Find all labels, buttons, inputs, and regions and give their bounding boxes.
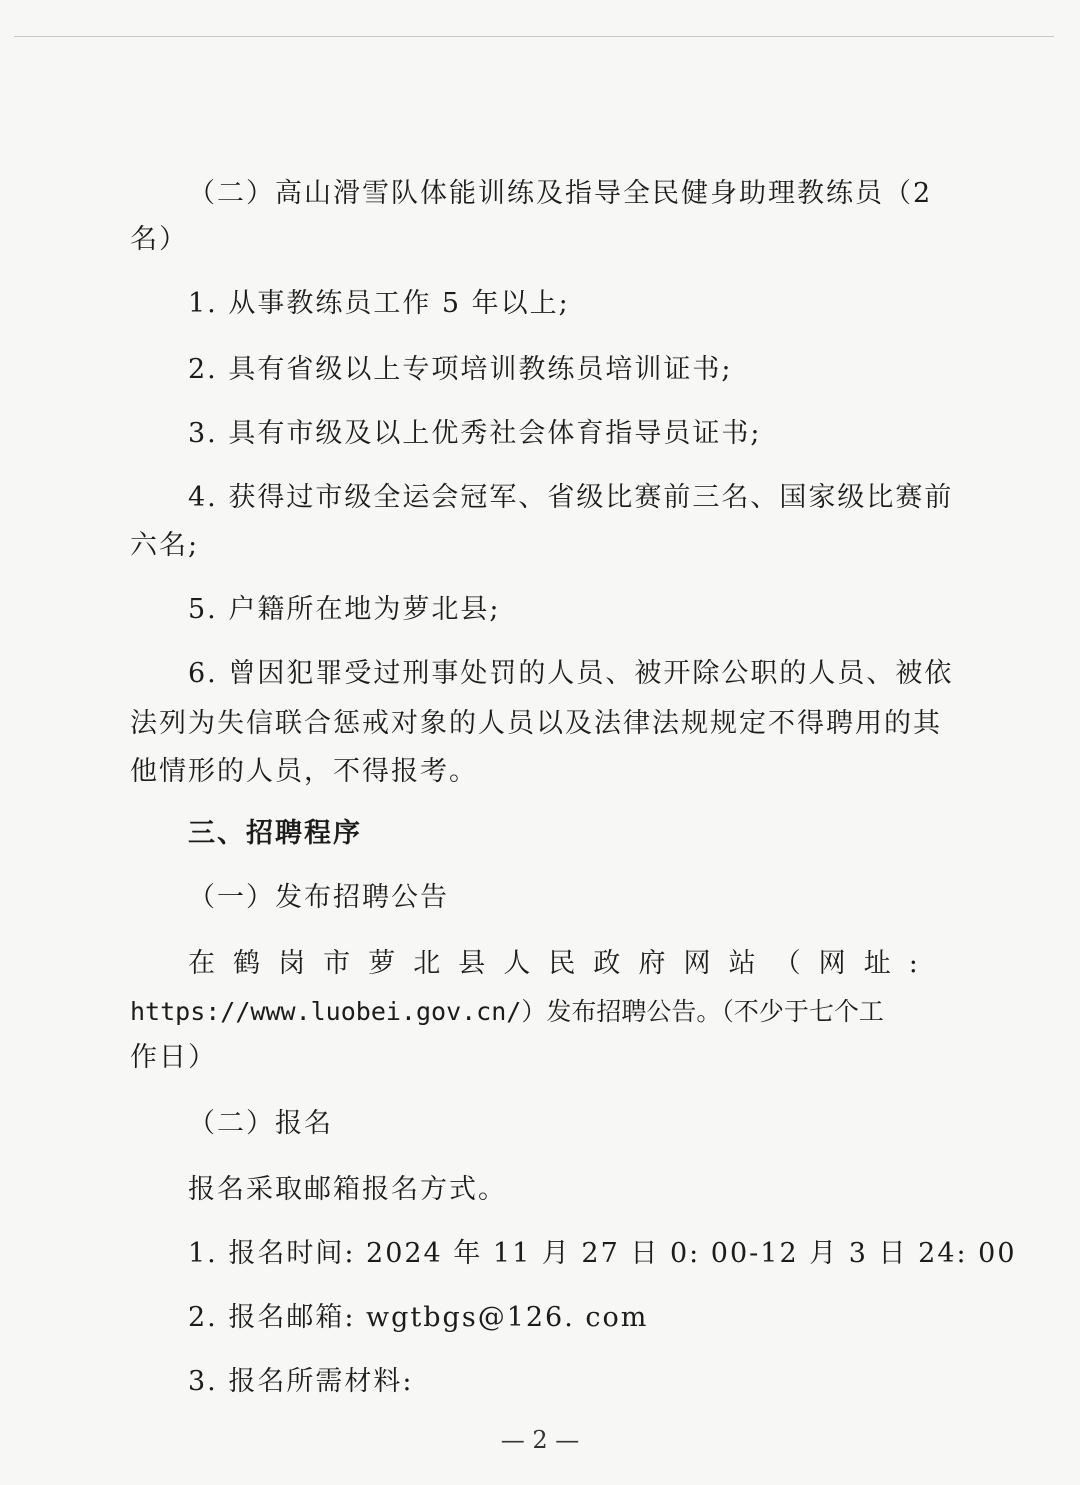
announce-char: （: [773, 948, 801, 979]
requirement-1: 1. 从事教练员工作 5 年以上;: [188, 288, 570, 319]
announce-char: 网: [683, 948, 711, 979]
page-number: — 2 —: [500, 1426, 580, 1454]
requirement-2: 2. 具有省级以上专项培训教练员培训证书;: [188, 354, 733, 385]
announce-line3: 作日）: [130, 1042, 217, 1073]
subsection1-title: （一）发布招聘公告: [188, 882, 449, 913]
requirement-4-line1: 4. 获得过市级全运会冠军、省级比赛前三名、国家级比赛前: [188, 482, 954, 513]
announce-line1: [188, 946, 918, 982]
announce-char: 站: [728, 948, 756, 979]
requirement-6-line3: 他情形的人员，不得报考。: [130, 756, 478, 787]
announce-char: 府: [638, 948, 666, 979]
announce-char: 政: [593, 948, 621, 979]
signup-time: 1. 报名时间: 2024 年 11 月 27 日 0: 00-12 月 3 日 24: 00: [188, 1238, 1017, 1269]
announce-char: :: [908, 948, 918, 979]
announce-line2: https://www.luobei.gov.cn/）发布招聘公告。（不少于七个工: [130, 997, 884, 1026]
announce-char: 岗: [278, 948, 306, 979]
section-heading-line2: 名）: [130, 224, 188, 255]
requirement-3: 3. 具有市级及以上优秀社会体育指导员证书;: [188, 418, 762, 449]
subsection2-title: （二）报名: [188, 1108, 333, 1139]
scan-edge-line: [14, 36, 1054, 37]
announce-char: 鹤: [233, 948, 261, 979]
part3-title: 三、招聘程序: [188, 818, 362, 849]
signup-method: 报名采取邮箱报名方式。: [188, 1174, 507, 1205]
requirement-6-line2: 法列为失信联合惩戒对象的人员以及法律法规规定不得聘用的其: [130, 708, 942, 739]
announce-char: 在: [188, 948, 215, 979]
announce-char: 县: [458, 948, 486, 979]
announce-char: 民: [548, 948, 576, 979]
section-heading-line1: （二）高山滑雪队体能训练及指导全民健身助理教练员（2: [188, 178, 933, 209]
announce-char: 网: [818, 948, 846, 979]
announce-char: 址: [863, 948, 891, 979]
signup-materials: 3. 报名所需材料:: [188, 1366, 414, 1397]
announce-char: 萝: [368, 948, 396, 979]
requirement-4-line2: 六名;: [130, 530, 200, 561]
requirement-6-line1: 6. 曾因犯罪受过刑事处罚的人员、被开除公职的人员、被依: [188, 658, 954, 689]
announce-char: 北: [413, 948, 441, 979]
signup-email: 2. 报名邮箱: wgtbgs@126. com: [188, 1302, 649, 1333]
requirement-5: 5. 户籍所在地为萝北县;: [188, 594, 501, 625]
announce-char: 人: [503, 948, 531, 979]
announce-char: 市: [323, 948, 351, 979]
